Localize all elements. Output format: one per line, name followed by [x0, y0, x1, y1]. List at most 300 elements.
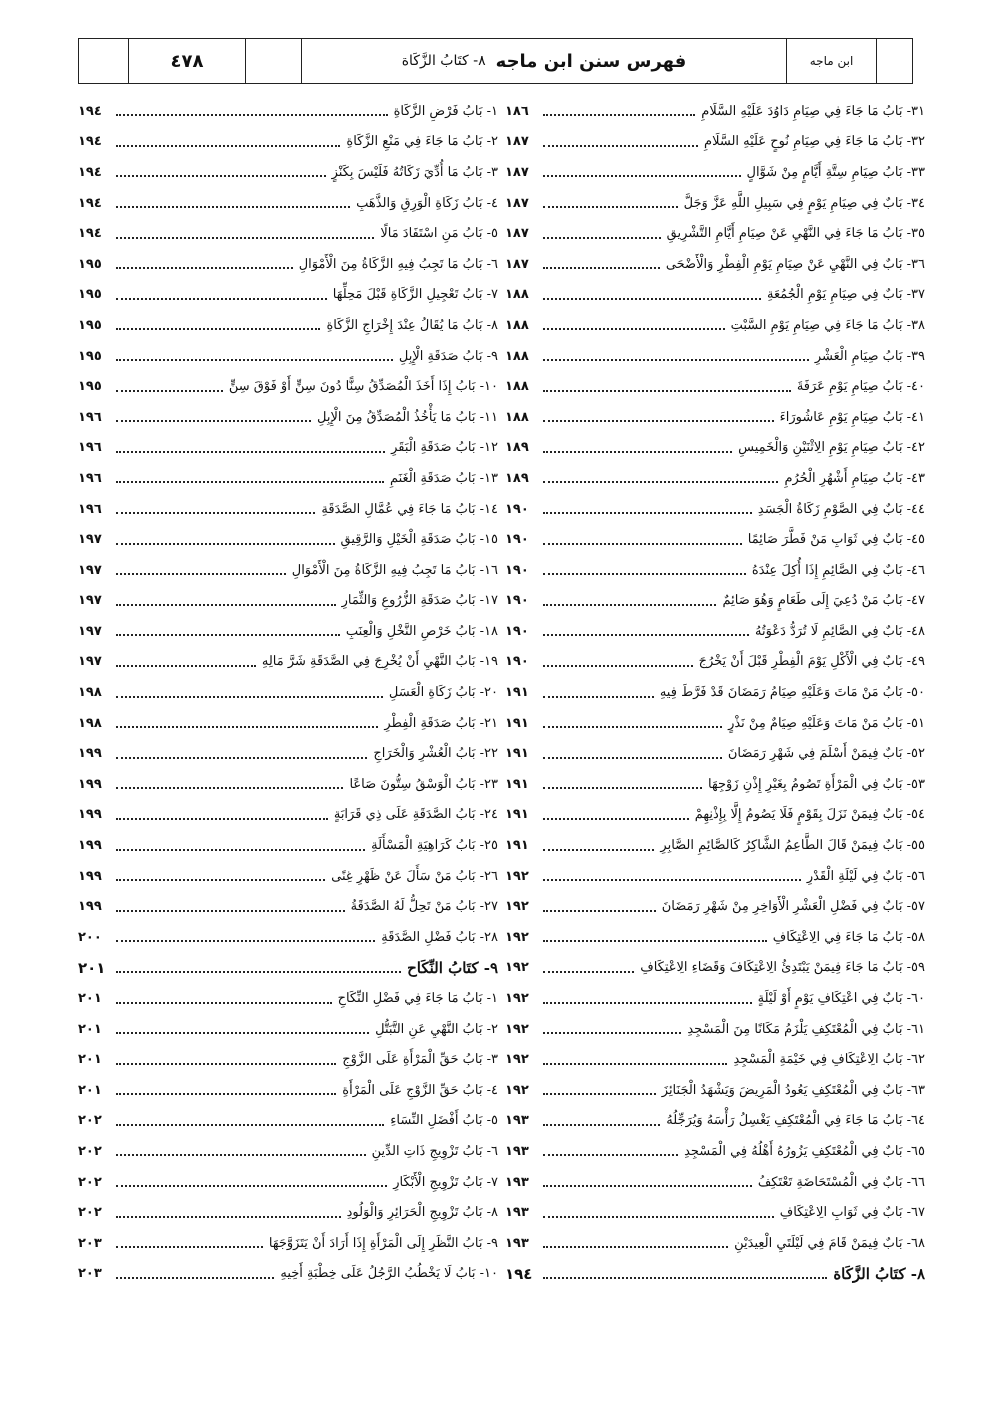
leader-dots	[116, 198, 350, 208]
header-empty-cell	[79, 39, 129, 83]
toc-entry	[505, 463, 925, 494]
toc-entry-page: ١٨٧	[505, 134, 529, 150]
toc-entry-title: ٦- بَابُ تَزْوِيجِ ذَاتِ الدِّينِ	[371, 1143, 498, 1159]
leader-dots	[543, 718, 722, 728]
toc-entry	[505, 127, 925, 158]
toc-entry-title: ٦٥- بَابٌ فِي الْمُعْتَكِفِ يَزُورُهُ أَهْلُهُ فِي الْمَسْجِدِ	[684, 1143, 925, 1159]
toc-entry-title: ٣- بَابُ حَقِّ الْمَرْأَةِ عَلَى الزَّوْجِ	[342, 1052, 498, 1068]
toc-entry	[505, 249, 925, 280]
toc-entry-page: ١٩٣	[505, 1205, 529, 1221]
toc-entry-title: ٥١- بَابُ مَنْ مَاتَ وَعَلَيْهِ صِيَامٌ مِنْ نَذْرٍ	[728, 715, 925, 731]
toc-entry-page: ١٩٣	[505, 1143, 529, 1159]
toc-entry-title: ٢٨- بَابُ فَضْلِ الصَّدَقَةِ	[381, 929, 498, 945]
leader-dots	[116, 718, 378, 728]
toc-entry	[78, 555, 498, 586]
toc-entry-page: ١٩٧	[78, 654, 102, 670]
header-empty-cell	[877, 39, 912, 83]
toc-right-column	[505, 96, 925, 1289]
toc-entry	[78, 861, 498, 892]
toc-entry-title: ٢- بَابُ مَا جَاءَ فِي مَنْعِ الزَّكَاةِ	[346, 134, 498, 150]
leader-dots	[116, 351, 393, 361]
toc-left-column	[78, 96, 498, 1289]
toc-entry-title: ٣٣- بَابُ صِيَامِ سِتَّةِ أَيَّامٍ مِنْ شَوَّالٍ	[746, 164, 925, 180]
toc-entry-page: ١٩٣	[505, 1235, 529, 1251]
toc-entry-title: ٦١- بَابٌ فِي الْمُعْتَكِفِ يَلْزَمُ مَكَانًا مِنَ الْمَسْجِدِ	[687, 1021, 925, 1037]
toc-entry-title: ٢٥- بَابُ كَرَاهِيَةِ الْمَسْأَلَةِ	[371, 838, 498, 854]
toc-entry-title: ٣١- بَابُ مَا جَاءَ فِي صِيَامِ دَاوُدَ عَلَيْهِ السَّلَامِ	[701, 103, 925, 119]
toc-entry-title: ٣٦- بَابٌ فِي النَّهْيِ عَنْ صِيَامِ يَوْمِ الْفِطْرِ وَالْأَضْحَى	[665, 256, 925, 272]
toc-entry	[505, 433, 925, 464]
toc-entry-page: ١٨٨	[505, 287, 529, 303]
toc-entry-title: ١- بَابُ مَا جَاءَ فِي فَضْلِ النِّكَاحِ	[337, 991, 498, 1007]
toc-entry-title: ١٠- بَابُ لَا يَخْطُبُ الرَّجُلُ عَلَى خِطْبَةِ أَخِيهِ	[280, 1266, 498, 1282]
book-name: ابن ماجه	[787, 39, 877, 83]
leader-dots	[116, 932, 375, 942]
toc-entry	[78, 738, 498, 769]
toc-entry	[505, 922, 925, 953]
leader-dots	[543, 841, 654, 851]
leader-dots	[543, 963, 634, 973]
toc-entry	[505, 891, 925, 922]
toc-entry-page: ١٨٩	[505, 470, 529, 486]
leader-dots	[116, 657, 256, 667]
leader-dots	[543, 504, 752, 514]
toc-entry	[78, 188, 498, 219]
leader-dots	[543, 290, 761, 300]
toc-entry-page: ١٩٥	[78, 317, 102, 333]
toc-entry-page: ١٩١	[505, 715, 529, 731]
toc-entry-title: ١٢- بَابُ صَدَقَةِ الْبَقَرِ	[391, 440, 498, 456]
toc-entry	[78, 677, 498, 708]
toc-entry-page: ١٨٧	[505, 164, 529, 180]
toc-entry-title: ٥٢- بَابٌ فِيمَنْ أَسْلَمَ فِي شَهْرِ رَمَضَانَ	[727, 746, 925, 762]
toc-entry-page: ١٩٤	[505, 1264, 533, 1283]
leader-dots	[116, 1177, 387, 1187]
leader-dots	[116, 290, 327, 300]
toc-entry-page: ٢٠١	[78, 958, 106, 977]
toc-entry-page: ١٩٤	[78, 103, 102, 119]
leader-dots	[543, 1024, 681, 1034]
leader-dots	[543, 382, 791, 392]
toc-entry-page: ١٨٨	[505, 317, 529, 333]
toc-entry	[505, 494, 925, 525]
toc-entry-title: ٤٧- بَابُ مَنْ دُعِيَ إِلَى طَعَامٍ وَهُوَ صَائِمٌ	[722, 593, 925, 609]
toc-entry-title: ٤٨- بَابٌ فِي الصَّائِمِ لَا تُرَدُّ دَعْوَتُهُ	[755, 623, 925, 639]
leader-dots	[116, 443, 385, 453]
leader-dots	[543, 596, 716, 606]
toc-entry-page: ١٩٥	[78, 287, 102, 303]
toc-entry-page: ٢٠١	[78, 1052, 102, 1068]
toc-entry-page: ١٩٠	[505, 623, 529, 639]
toc-entry-page: ١٩١	[505, 746, 529, 762]
toc-entry-page: ١٩٢	[505, 1082, 529, 1098]
running-title: فهرس سنن ابن ماجه	[495, 50, 687, 72]
toc-entry-title: ٤١- بَابُ صِيَامِ يَوْمِ عَاشُورَاءَ	[779, 409, 925, 425]
toc-entry	[78, 800, 498, 831]
toc-entry-title: ٣٤- بَابٌ فِي صِيَامِ يَوْمٍ فِي سَبِيلِ اللَّهِ عَزَّ وَجَلَّ	[683, 195, 925, 211]
toc-entry-title: ٢١- بَابُ صَدَقَةِ الْفِطْرِ	[384, 715, 498, 731]
toc-entry	[78, 1167, 498, 1198]
leader-dots	[116, 565, 286, 575]
toc-entry	[78, 524, 498, 555]
toc-chapter-heading	[78, 953, 498, 984]
toc-entry	[505, 1136, 925, 1167]
toc-entry	[78, 1075, 498, 1106]
toc-entry-page: ٢٠٣	[78, 1235, 102, 1251]
leader-dots	[116, 229, 374, 239]
toc-entry-page: ١٩٢	[505, 868, 529, 884]
leader-dots	[543, 320, 725, 330]
toc-entry-title: ٥٠- بَابُ مَنْ مَاتَ وَعَلَيْهِ صِيَامُ رَمَضَانَ قَدْ فَرَّطَ فِيهِ	[659, 685, 925, 701]
toc-entry-page: ١٩٦	[78, 470, 102, 486]
page-header	[78, 38, 913, 84]
leader-dots	[543, 626, 749, 636]
leader-dots	[116, 1055, 336, 1065]
toc-entry-title: ١٣- بَابُ صَدَقَةِ الْغَنَمِ	[389, 470, 498, 486]
toc-entry-page: ١٩١	[505, 807, 529, 823]
leader-dots	[543, 1177, 752, 1187]
toc-entry-page: ١٩٤	[78, 164, 102, 180]
toc-entry-page: ١٩٩	[78, 868, 102, 884]
leader-dots	[116, 596, 336, 606]
leader-dots	[543, 412, 774, 422]
toc-entry-page: ٢٠١	[78, 1082, 102, 1098]
toc-entry-title: ١١- بَابُ مَا يَأْخُذُ الْمُصَدِّقُ مِنَ الْإِبِلِ	[317, 409, 498, 425]
toc-entry-page: ١٩٩	[78, 807, 102, 823]
toc-entry	[505, 616, 925, 647]
leader-dots	[543, 473, 778, 483]
leader-dots	[543, 749, 722, 759]
toc-entry	[505, 1197, 925, 1228]
toc-entry-page: ١٩٠	[505, 501, 529, 517]
toc-entry-page: ١٨٨	[505, 379, 529, 395]
toc-entry-title: ٢٢- بَابُ الْعُشْرِ وَالْخَرَاجِ	[373, 746, 498, 762]
toc-entry-page: ١٩٩	[78, 838, 102, 854]
leader-dots	[116, 841, 365, 851]
toc-entry-page: ٢٠٢	[78, 1205, 102, 1221]
leader-dots	[543, 1085, 656, 1095]
toc-entry	[78, 402, 498, 433]
toc-entry-page: ١٩٠	[505, 532, 529, 548]
leader-dots	[116, 504, 315, 514]
leader-dots	[116, 382, 223, 392]
toc-entry-page: ١٨٩	[505, 440, 529, 456]
toc-entry	[78, 922, 498, 953]
toc-entry-page: ٢٠٣	[78, 1266, 102, 1282]
toc-entry-page: ١٨٧	[505, 256, 529, 272]
leader-dots	[543, 1269, 827, 1279]
leader-dots	[543, 259, 660, 269]
leader-dots	[543, 1146, 678, 1156]
leader-dots	[116, 535, 335, 545]
toc-entry-page: ١٩٤	[78, 226, 102, 242]
toc-entry-page: ١٩٧	[78, 593, 102, 609]
toc-chapter-heading	[505, 1259, 925, 1290]
toc-entry-title: ٦٤- بَابُ مَا جَاءَ فِي الْمُعْتَكِفِ يَغْسِلُ رَأْسَهُ وَيُرَجِّلُهُ	[666, 1113, 925, 1129]
toc-entry-title: ٦٠- بَابٌ فِي اعْتِكَافِ يَوْمٍ أَوْ لَيْلَةٍ	[757, 991, 925, 1007]
toc-entry-title: ٤٣- بَابُ صِيَامِ أَشْهُرِ الْحُرُمِ	[784, 470, 925, 486]
toc-entry-page: ١٩٧	[78, 562, 102, 578]
toc-entry-title: ١٦- بَابُ مَا تَجِبُ فِيهِ الزَّكَاةُ مِنَ الْأَمْوَالِ	[291, 562, 498, 578]
toc-entry-title: ٤٤- بَابٌ فِي الصَّوْمِ زَكَاةُ الْجَسَدِ	[757, 501, 925, 517]
toc-entry-title: ٢٧- بَابُ مَنْ تَحِلُّ لَهُ الصَّدَقَةُ	[350, 899, 498, 915]
toc-entry	[78, 310, 498, 341]
toc-entry	[505, 371, 925, 402]
toc-entry	[505, 157, 925, 188]
toc-entry	[78, 1136, 498, 1167]
toc-entry	[505, 280, 925, 311]
leader-dots	[116, 320, 320, 330]
toc-entry-title: ٨- بَابُ مَا يُقَالُ عِنْدَ إِخْرَاجِ الزَّكَاةِ	[326, 317, 498, 333]
toc-entry	[505, 1014, 925, 1045]
toc-entry-title: ١٩- بَابُ النَّهْيِ أَنْ يُخْرِجَ فِي الصَّدَقَةِ شَرَّ مَالِهِ	[261, 654, 498, 670]
leader-dots	[543, 106, 695, 116]
toc-entry	[505, 769, 925, 800]
leader-dots	[116, 749, 367, 759]
toc-entry	[505, 738, 925, 769]
toc-entry	[78, 494, 498, 525]
toc-entry-title: ٣٨- بَابُ مَا جَاءَ فِي صِيَامِ يَوْمِ السَّبْتِ	[730, 317, 925, 333]
toc-entry-page: ١٩٧	[78, 532, 102, 548]
leader-dots	[543, 565, 746, 575]
toc-entry-page: ٢٠٢	[78, 1143, 102, 1159]
leader-dots	[116, 810, 328, 820]
toc-entry-page: ٢٠٠	[78, 929, 102, 945]
toc-entry-title: ٦٦- بَابٌ فِي الْمُسْتَحَاضَةِ تَعْتَكِفُ	[757, 1174, 925, 1190]
toc-entry	[505, 555, 925, 586]
toc-entry-page: ١٩٤	[78, 134, 102, 150]
toc-entry	[505, 341, 925, 372]
leader-dots	[116, 1146, 366, 1156]
toc-entry-title: ١٧- بَابُ صَدَقَةِ الزُّرُوعِ وَالثِّمَارِ	[341, 593, 498, 609]
toc-entry-title: ٥- بَابُ أَفْضَلِ النِّسَاءِ	[390, 1113, 498, 1129]
toc-entry-title: ٢٤- بَابُ الصَّدَقَةِ عَلَى ذِي قَرَابَةٍ	[333, 807, 498, 823]
toc-entry	[78, 127, 498, 158]
header-empty-cell	[246, 39, 302, 83]
toc-entry	[505, 1106, 925, 1137]
leader-dots	[543, 871, 801, 881]
toc-entry	[78, 1197, 498, 1228]
toc-entry	[505, 647, 925, 678]
leader-dots	[543, 167, 741, 177]
leader-dots	[116, 626, 340, 636]
toc-entry	[505, 1228, 925, 1259]
toc-entry-page: ١٩٦	[78, 501, 102, 517]
toc-entry-title: ٩- كتَابُ النِّكَاح	[407, 958, 498, 977]
toc-entry	[505, 953, 925, 984]
toc-entry-title: ٨- بَابُ تَزْوِيجِ الْحَرَائِرِ وَالْوَلُودِ	[346, 1205, 498, 1221]
toc-entry-page: ١٨٨	[505, 348, 529, 364]
toc-entry-title: ٩- بَابُ صَدَقَةِ الْإِبِلِ	[398, 348, 498, 364]
leader-dots	[116, 963, 401, 973]
leader-dots	[116, 106, 388, 116]
leader-dots	[116, 1024, 369, 1034]
toc-entry-page: ١٩٠	[505, 593, 529, 609]
toc-entry-title: ٦٨- بَابٌ فِيمَنْ قَامَ فِي لَيْلَتَيِ الْعِيدَيْنِ	[734, 1235, 925, 1251]
leader-dots	[116, 259, 293, 269]
toc-entry-page: ١٨٨	[505, 409, 529, 425]
toc-entry-page: ١٨٦	[505, 103, 529, 119]
toc-entry-page: ٢٠١	[78, 991, 102, 1007]
toc-entry-title: ٤٥- بَابٌ فِي ثَوَابِ مَنْ فَطَّرَ صَائِمًا	[747, 532, 925, 548]
toc-entry	[78, 1228, 498, 1259]
toc-entry-page: ١٩٢	[505, 929, 529, 945]
toc-entry-page: ١٩٥	[78, 256, 102, 272]
toc-entry-title: ٥٦- بَابٌ فِي لَيْلَةِ الْقَدْرِ	[806, 868, 925, 884]
toc-entry	[505, 402, 925, 433]
toc-entry-title: ١٤- بَابُ مَا جَاءَ فِي عُمَّالِ الصَّدَقَةِ	[321, 501, 498, 517]
leader-dots	[116, 1269, 274, 1279]
toc-entry-title: ٥٤- بَابٌ فِيمَنْ نَزَلَ بِقَوْمٍ فَلَا يَصُومُ إِلَّا بِإِذْنِهِمْ	[694, 807, 925, 823]
toc-entry-page: ١٨٧	[505, 195, 529, 211]
leader-dots	[116, 902, 345, 912]
toc-entry-page: ١٩٠	[505, 654, 529, 670]
toc-entry-page: ١٨٧	[505, 226, 529, 242]
leader-dots	[116, 871, 325, 881]
toc-entry	[78, 1259, 498, 1290]
leader-dots	[543, 1208, 774, 1218]
toc-entry-page: ١٩٣	[505, 1174, 529, 1190]
toc-entry-page: ١٩٢	[505, 991, 529, 1007]
toc-entry	[505, 1167, 925, 1198]
toc-entry-title: ٤٦- بَابٌ فِي الصَّائِمِ إِذَا أُكِلَ عِنْدَهُ	[751, 562, 925, 578]
toc-entry-title: ٧- بَابُ تَعْجِيلِ الزَّكَاةِ قَبْلَ مَحِلِّهَا	[332, 287, 498, 303]
leader-dots	[116, 1238, 263, 1248]
toc-entry	[505, 861, 925, 892]
toc-entry-title: ٦٧- بَابٌ فِي ثَوَابِ الِاعْتِكَافِ	[779, 1205, 925, 1221]
toc-entry-page: ١٩٢	[505, 899, 529, 915]
toc-entry-page: ١٩٢	[505, 1021, 529, 1037]
toc-entry	[78, 708, 498, 739]
toc-entry-page: ٢٠١	[78, 1021, 102, 1037]
toc-entry	[505, 586, 925, 617]
toc-entry	[78, 157, 498, 188]
toc-entry-page: ١٩٨	[78, 685, 102, 701]
toc-entry	[78, 463, 498, 494]
leader-dots	[116, 167, 326, 177]
toc-entry-page: ١٩١	[505, 685, 529, 701]
leader-dots	[543, 810, 689, 820]
toc-entry-page: ١٩٢	[505, 960, 529, 976]
toc-entry-title: ٣٩- بَابُ صِيَامِ الْعَشْرِ	[814, 348, 925, 364]
toc-entry-title: ٤٠- بَابُ صِيَامِ يَوْمِ عَرَفَةَ	[796, 379, 925, 395]
toc-entry-title: ٨- كتَابُ الزَّكَاة	[833, 1264, 925, 1283]
toc-entry-title: ٥٨- بَابُ مَا جَاءَ فِي الِاعْتِكَافِ	[772, 929, 925, 945]
toc-entry-title: ٦٢- بَابُ الِاعْتِكَافِ فِي خَيْمَةِ الْمَسْجِدِ	[733, 1052, 925, 1068]
toc-entry	[505, 1044, 925, 1075]
toc-entry	[78, 249, 498, 280]
toc-entry-page: ١٩٩	[78, 776, 102, 792]
leader-dots	[116, 994, 332, 1004]
toc-entry-page: ١٩٤	[78, 195, 102, 211]
leader-dots	[543, 902, 656, 912]
toc-entry-page: ١٩٠	[505, 562, 529, 578]
toc-entry	[505, 310, 925, 341]
leader-dots	[543, 932, 767, 942]
toc-entry-page: ١٩٥	[78, 348, 102, 364]
toc-entry-title: ١- بَابُ فَرْضِ الزَّكَاةِ	[393, 103, 498, 119]
toc-entry-title: ٧- بَابُ تَزْوِيجِ الْأَبْكَارِ	[393, 1174, 498, 1190]
leader-dots	[543, 994, 752, 1004]
toc-entry	[78, 1014, 498, 1045]
toc-entry	[505, 800, 925, 831]
toc-entry-title: ٣- بَابُ مَا أُدِّيَ زَكَاتُهُ فَلَيْسَ بِكَنْزٍ	[331, 164, 498, 180]
toc-entry-title: ٤- بَابُ حَقِّ الزَّوْجِ عَلَى الْمَرْأَةِ	[342, 1082, 498, 1098]
toc-entry	[78, 769, 498, 800]
toc-entry	[78, 616, 498, 647]
toc-entry	[505, 708, 925, 739]
leader-dots	[543, 1116, 660, 1126]
toc-entry-title: ٥٧- بَابٌ فِي فَضْلِ الْعَشْرِ الْأَوَاخِرِ مِنْ شَهْرِ رَمَضَانَ	[661, 899, 925, 915]
toc-entry	[78, 647, 498, 678]
leader-dots	[543, 198, 678, 208]
toc-entry-title: ٤٢- بَابُ صِيَامِ يَوْمِ الِاثْنَيْنِ وَالْخَمِيسِ	[738, 440, 925, 456]
leader-dots	[543, 229, 661, 239]
toc-entry-title: ٦- بَابُ مَا تَجِبُ فِيهِ الزَّكَاةُ مِنَ الْأَمْوَالِ	[298, 256, 498, 272]
toc-entry	[78, 218, 498, 249]
toc-entry-page: ١٩٦	[78, 409, 102, 425]
header-title-cell	[302, 39, 787, 83]
toc-entry-title: ٦٣- بَابٌ فِي الْمُعْتَكِفِ يَعُودُ الْمَرِيضَ وَيَشْهَدُ الْجَنَائِزَ	[661, 1082, 925, 1098]
toc-entry	[78, 371, 498, 402]
leader-dots	[543, 688, 654, 698]
toc-entry	[78, 280, 498, 311]
toc-entry	[505, 218, 925, 249]
toc-entry-title: ١٠- بَابُ إِذَا أَخَذَ الْمُصَدِّقُ سِنًّا دُونَ سِنٍّ أَوْ فَوْقَ سِنٍّ	[228, 379, 498, 395]
toc-entry	[78, 983, 498, 1014]
leader-dots	[543, 137, 698, 147]
toc-entry-title: ٢- بَابُ النَّهْيِ عَنِ التَّبَتُّلِ	[375, 1021, 498, 1037]
toc-entry-page: ١٩٢	[505, 1052, 529, 1068]
toc-entry	[505, 524, 925, 555]
toc-entry-title: ١٥- بَابُ صَدَقَةِ الْخَيْلِ وَالرَّقِيقِ	[340, 532, 498, 548]
toc-entry-title: ٣٧- بَابٌ فِي صِيَامِ يَوْمِ الْجُمُعَةِ	[767, 287, 925, 303]
toc-entry	[78, 96, 498, 127]
leader-dots	[116, 1116, 384, 1126]
leader-dots	[543, 779, 702, 789]
toc-entry-title: ٢٣- بَابُ الْوَسْقُ سِتُّونَ صَاعًا	[349, 776, 498, 792]
toc-entry-page: ١٩٨	[78, 715, 102, 731]
leader-dots	[116, 688, 383, 698]
toc-entry	[78, 586, 498, 617]
leader-dots	[543, 535, 742, 545]
leader-dots	[116, 1208, 341, 1218]
leader-dots	[116, 137, 340, 147]
toc-entry-title: ١٨- بَابُ خَرْصِ النَّخْلِ وَالْعِنَبِ	[345, 623, 498, 639]
leader-dots	[543, 351, 809, 361]
leader-dots	[116, 412, 311, 422]
leader-dots	[116, 473, 384, 483]
toc-entry-title: ٤- بَابُ زَكَاةِ الْوَرِقِ وَالذَّهَبِ	[356, 195, 498, 211]
toc-entry-page: ٢٠٢	[78, 1113, 102, 1129]
leader-dots	[543, 1238, 728, 1248]
leader-dots	[116, 779, 343, 789]
leader-dots	[543, 1055, 727, 1065]
toc-entry	[505, 983, 925, 1014]
toc-entry-title: ٥٥- بَابٌ فِيمَنْ قَالَ الطَّاعِمُ الشَّاكِرُ كَالصَّائِمِ الصَّابِرِ	[660, 838, 925, 854]
toc-entry-title: ٤٩- بَابٌ فِي الْأَكْلِ يَوْمَ الْفِطْرِ قَبْلَ أَنْ يَخْرُجَ	[698, 654, 925, 670]
toc-entry	[78, 1106, 498, 1137]
toc-entry	[505, 96, 925, 127]
toc-entry	[505, 677, 925, 708]
toc-entry-title: ٥٣- بَابٌ فِي الْمَرْأَةِ تَصُومُ بِغَيْرِ إِذْنِ زَوْجِهَا	[708, 776, 925, 792]
toc-entry-title: ٥٩- بَابُ مَا جَاءَ فِيمَنْ يَبْتَدِئُ الِاعْتِكَافَ وَقَضَاءِ الِاعْتِكَافِ	[640, 960, 925, 976]
toc-entry	[78, 891, 498, 922]
toc-entry	[78, 1044, 498, 1075]
toc-entry-title: ٢٠- بَابُ زَكَاةِ الْعَسَلِ	[388, 685, 498, 701]
toc-entry	[78, 830, 498, 861]
toc-entry	[505, 1075, 925, 1106]
